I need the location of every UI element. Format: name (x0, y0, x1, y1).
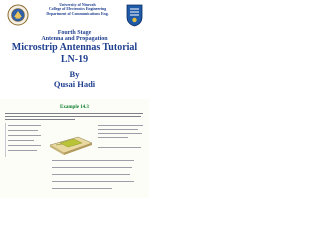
derivation-line (52, 188, 112, 189)
equation-line (8, 130, 38, 131)
university-seal-icon (7, 4, 29, 26)
department-name: Department of Communications Eng. (46, 11, 109, 16)
equation-line (8, 150, 37, 151)
course-info (20, 30, 129, 43)
equation-line (8, 145, 41, 146)
equation-line (8, 135, 41, 136)
side-text-line (98, 147, 141, 148)
institution-header (30, 3, 125, 16)
equation-column (5, 123, 43, 157)
lecture-number: LN-19 (60, 54, 89, 65)
problem-text-line (5, 113, 143, 114)
college-emblem-icon (126, 3, 143, 27)
problem-text-line (5, 119, 75, 120)
university-name: University of Ninevah (59, 3, 96, 7)
derivation-block (52, 159, 136, 195)
author-name: Qusai Hadi (53, 79, 96, 89)
college-name: College of Electronics Engineering (48, 7, 107, 12)
title-slide (0, 0, 149, 92)
equation-line (8, 140, 34, 141)
subject-label: Antenna and Propagation (41, 36, 108, 43)
by-label: By (69, 69, 80, 79)
example-slide (0, 99, 149, 198)
side-text-line (98, 137, 128, 138)
document-page (0, 0, 149, 198)
microstrip-figure (48, 123, 94, 155)
problem-text-line (5, 116, 141, 117)
lecture-title: Microstrip Antennas Tutorial (11, 42, 138, 53)
derivation-line (52, 181, 134, 182)
example-title: Example 14.3 (60, 105, 89, 110)
derivation-line (52, 160, 134, 161)
side-text-line (98, 133, 142, 134)
stage-label: Fourth Stage (57, 30, 92, 36)
derivation-line (52, 167, 132, 168)
author-block (20, 69, 129, 89)
equation-line (8, 125, 41, 126)
side-text-line (98, 125, 143, 126)
derivation-line (52, 174, 130, 175)
side-text-line (98, 129, 138, 130)
